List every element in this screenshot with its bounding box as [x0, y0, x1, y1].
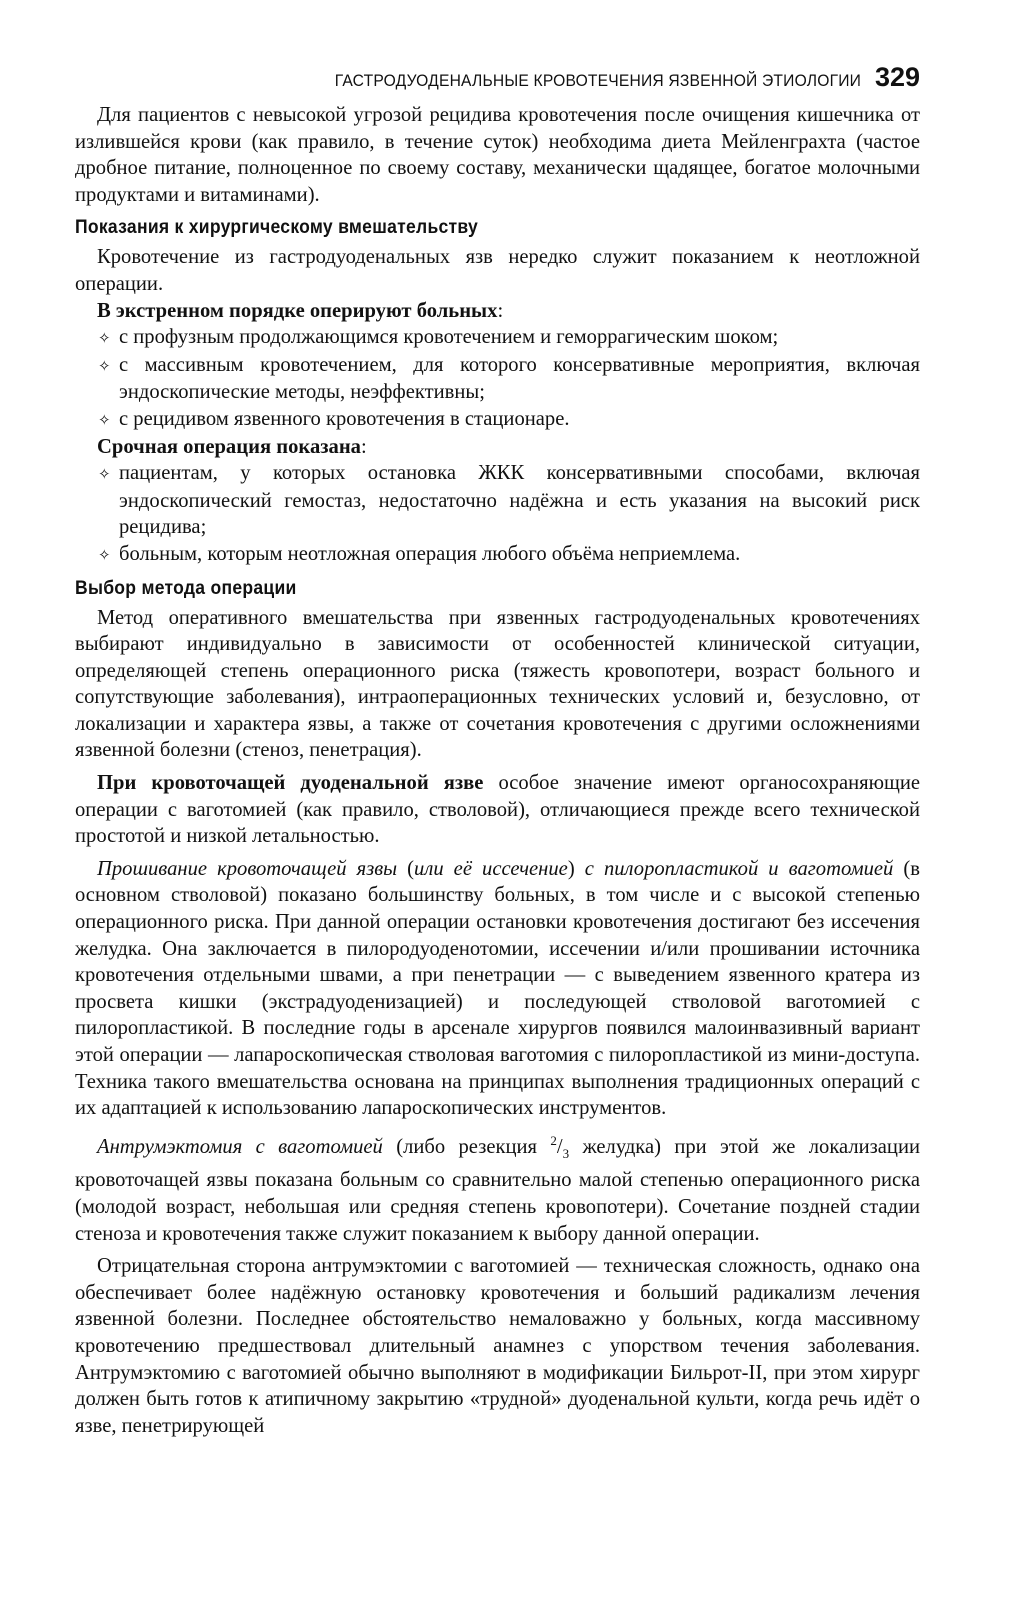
method-paragraph-1: Метод оперативного вмешательства при язвенных гастродуоденальных кровотечениях выбирают индивидуально в зависимости от особенностей клинической ситуации, определяющей степень операционного риска (тяжесть кровопотери, возраст больного и сопутствующие заболевания), интраоперационных технических условий и, безусловно, от локализации и характера язвы, а также от сочетания кровотечения с другими осложнениями язвенной болезни (стеноз, пенетрация).: [75, 606, 920, 762]
diamond-bullet-icon: ✧: [98, 465, 111, 484]
bold-phrase: При кровоточащей дуоденальной язве: [97, 772, 484, 795]
diamond-bullet-icon: ✧: [98, 356, 111, 375]
list-item: [75, 324, 920, 352]
list-item-text: больным, которым неотложная операция любого объёма неприемлема.: [119, 542, 741, 565]
running-title: ГАСТРОДУОДЕНАЛЬНЫЕ КРОВОТЕЧЕНИЯ ЯЗВЕННОЙ ЭТИОЛОГИИ: [334, 71, 861, 90]
method-paragraph-3: Прошивание кровоточащей язвы (или её иссечение) с пилоропластикой и ваготомией (в основном стволовой) показано большинству больных, в том числе и с высокой степенью операционного риска. При данной операции остановки кровотечения достигают без иссечения желудка. Она заключается в пилородуоденотомии, иссечении и/или прошивании источника кровотечения отдельными швами, а при пенетрации — с выведением язвенного кратера из просвета кишки (экстрадуоденизацией) и последующей стволовой ваготомией с пилоропластикой. В последние годы в арсенале хирургов появился малоинвазивный вариант этой операции — лапароскопическая стволовая ваготомия с пилоропластикой из мини-доступа. Техника такого вмешательства основана на принципах выполнения традиционных операций с их адаптацией к использованию лапароскопических инструментов.: [75, 857, 921, 1120]
diamond-bullet-icon: ✧: [98, 545, 111, 564]
italic-phrase: Прошивание кровоточащей язвы: [97, 857, 398, 880]
urgent-lead: Срочная операция показана:: [97, 435, 367, 458]
italic-phrase: Антрумэктомия с ваготомией: [97, 1135, 383, 1158]
list-item: [75, 541, 920, 569]
section-heading-indications: Показания к хирургическому вмешательству: [75, 216, 479, 239]
italic-phrase: с пилоропластикой и ваготомией: [584, 857, 894, 880]
list-item-text: с профузным продолжающимся кровотечением и геморрагическим шоком;: [119, 326, 779, 349]
page-header: [75, 62, 920, 102]
method-paragraph-5: Отрицательная сторона антрумэктомии с ваготомией — техническая сложность, однако она обеспечивает более надёжную остановку кровотечения и больший радикализм лечения язвенной болезни. Последнее обстоятельство немаловажно у больных, когда массивному кровотечению предшествовал длительный анамнез с упорством течения заболевания. Антрумэктомию с ваготомией обычно выполняют в модификации Бильрот-II, при этом хирург должен быть готов к атипичному закрытию «трудной» дуоденальной культи, когда речь идёт о язве, пенетрирующей: [75, 1255, 920, 1437]
emergency-lead-text: В экстренном порядке оперируют больных: [97, 299, 498, 322]
fraction-numerator: 2: [550, 1132, 557, 1148]
page: [75, 62, 920, 1439]
list-item-text: с массивным кровотечением, для которого консервативные мероприятия, включая эндоскопические методы, неэффективны;: [119, 353, 920, 404]
list-item: [75, 352, 920, 406]
diamond-bullet-icon: ✧: [98, 329, 111, 348]
list-item: [75, 406, 920, 434]
intro-paragraph: Для пациентов с невысокой угрозой рецидива кровотечения после очищения кишечника от излившейся крови (как правило, в течение суток) необходима диета Мейленграхта (частое дробное питание, полноценное по своему составу, механически щадящее, богатое молочными продуктами и витаминами).: [75, 104, 920, 206]
indications-paragraph: Кровотечение из гастродуоденальных язв нередко служит показанием к неотложной операции.: [75, 246, 920, 295]
fraction-denominator: 3: [562, 1145, 570, 1161]
list-item: [75, 460, 920, 541]
list-item-text: пациентам, у которых остановка ЖКК консервативными способами, включая эндоскопический гемостаз, недостаточно надёжна и есть указания на высокий риск рецидива;: [119, 462, 920, 539]
method-paragraph-2: При кровоточащей дуоденальной язве особое значение имеют органосохраняющие операции с ваготомией (как правило, стволовой), отличающиеся прежде всего технической простотой и низкой летальностью.: [75, 772, 920, 848]
page-number: 329: [874, 62, 920, 92]
list-item-text: с рецидивом язвенного кровотечения в стационаре.: [119, 407, 570, 430]
italic-phrase: или её иссечение: [414, 857, 568, 880]
diamond-bullet-icon: ✧: [98, 410, 111, 429]
method-paragraph-4: Антрумэктомия с ваготомией (либо резекция $^2/_3$ желудка) при этой же локализации кровоточащей язвы показана больным со сравнительно малой степенью операционного риска (молодой возраст, небольшая или средняя степень кровопотери). Сочетание поздней стадии стеноза и кровотечения также служит показанием к выбору данной операции.: [75, 1132, 920, 1245]
emergency-lead: В экстренном порядке оперируют больных:: [97, 299, 504, 322]
section-heading-method: Выбор метода операции: [75, 576, 297, 599]
urgent-lead-text: Срочная операция показана: [97, 435, 361, 458]
